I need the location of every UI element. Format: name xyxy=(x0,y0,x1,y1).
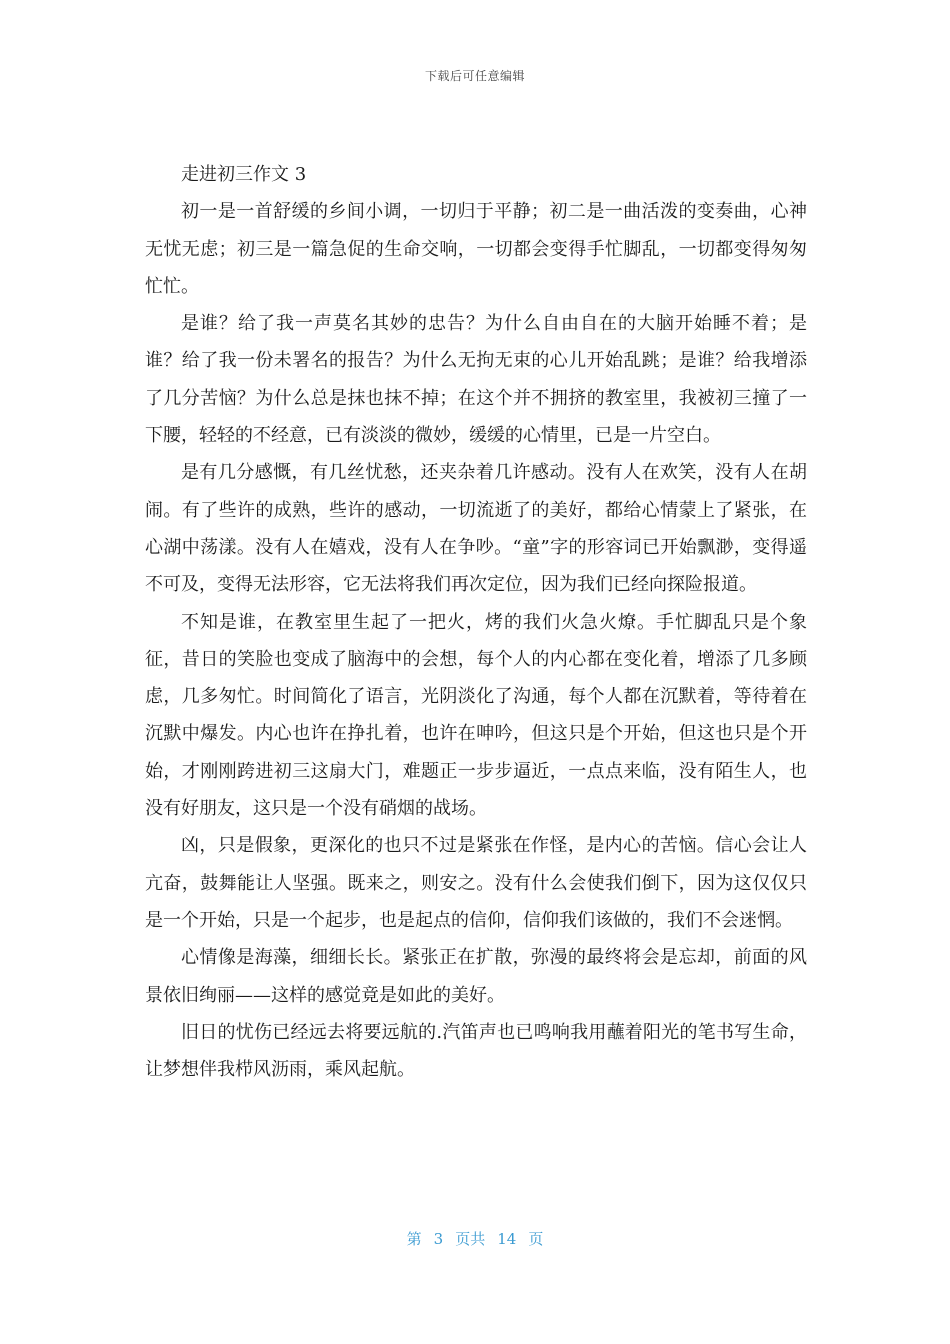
paragraph-1: 初一是一首舒缓的乡间小调，一切归于平静；初二是一曲活泼的变奏曲，心神无忧无虑；初三是一篇急促的生命交响，一切都会变得手忙脚乱，一切都变得匆匆忙忙。 xyxy=(145,201,807,297)
document-body xyxy=(145,156,807,1088)
paragraph-5: 凶，只是假象，更深化的也只不过是紧张在作怪，是内心的苦恼。信心会让人亢奋，鼓舞能让人坚强。既来之，则安之。没有什么会使我们倒下，因为这仅仅只是一个开始，只是一个起步，也是起点的信仰，信仰我们该做的，我们不会迷惘。 xyxy=(145,835,807,931)
footer-di: 第 xyxy=(406,1230,422,1248)
paragraph-2: 是谁？给了我一声莫名其妙的忠告？为什么自由自在的大脑开始睡不着；是谁？给了我一份未署名的报告？为什么无拘无束的心儿开始乱跳；是谁？给我增添了几分苦恼？为什么总是抹也抹不掉；在这个并不拥挤的教室里，我被初三撞了一下腰，轻轻的不经意，已有淡淡的微妙，缓缓的心情里，已是一片空白。 xyxy=(145,313,807,447)
page-header: 下载后可任意编辑 xyxy=(424,69,525,83)
paragraph-7: 旧日的忧伤已经远去将要远航的.汽笛声也已鸣响我用蘸着阳光的笔书写生命，让梦想伴我栉风沥雨，乘风起航。 xyxy=(145,1021,807,1081)
total-page-count: 14 xyxy=(497,1230,517,1248)
paragraph-6: 心情像是海藻，细细长长。紧张正在扩散，弥漫的最终将会是忘却，前面的风景依旧绚丽——这样的感觉竟是如此的美好。 xyxy=(145,947,807,1006)
current-page-number: 3 xyxy=(433,1230,444,1248)
paragraph-4: 不知是谁，在教室里生起了一把火，烤的我们火急火燎。手忙脚乱只是个象征，昔日的笑脸也变成了脑海中的会想，每个人的内心都在变化着，增添了几多顾虑，几多匆忙。时间简化了语言，光阴淡化了沟通，每个人都在沉默着，等待着在沉默中爆发。内心也许在挣扎着，也许在呻吟，但这只是个开始，但这也只是个开始，才刚刚跨进初三这扇大门，难题正一步步逼近，一点点来临，没有陌生人，也没有好朋友，这只是一个没有硝烟的战场。 xyxy=(145,611,807,820)
essay-title: 走进初三作文 3 xyxy=(181,164,307,185)
page-footer xyxy=(0,1228,950,1249)
paragraph-3: 是有几分感慨，有几丝忧愁，还夹杂着几许感动。没有人在欢笑，没有人在胡闹。有了些许的成熟，些许的感动，一切流逝了的美好，都给心情蒙上了紧张，在心湖中荡漾。没有人在嬉戏，没有人在争吵。“童”字的形容词已开始飘渺，变得遥不可及，变得无法形容，它无法将我们再次定位，因为我们已经向探险报道。 xyxy=(145,462,807,596)
footer-ye-gong: 页共 xyxy=(455,1230,486,1248)
footer-ye: 页 xyxy=(528,1230,544,1248)
